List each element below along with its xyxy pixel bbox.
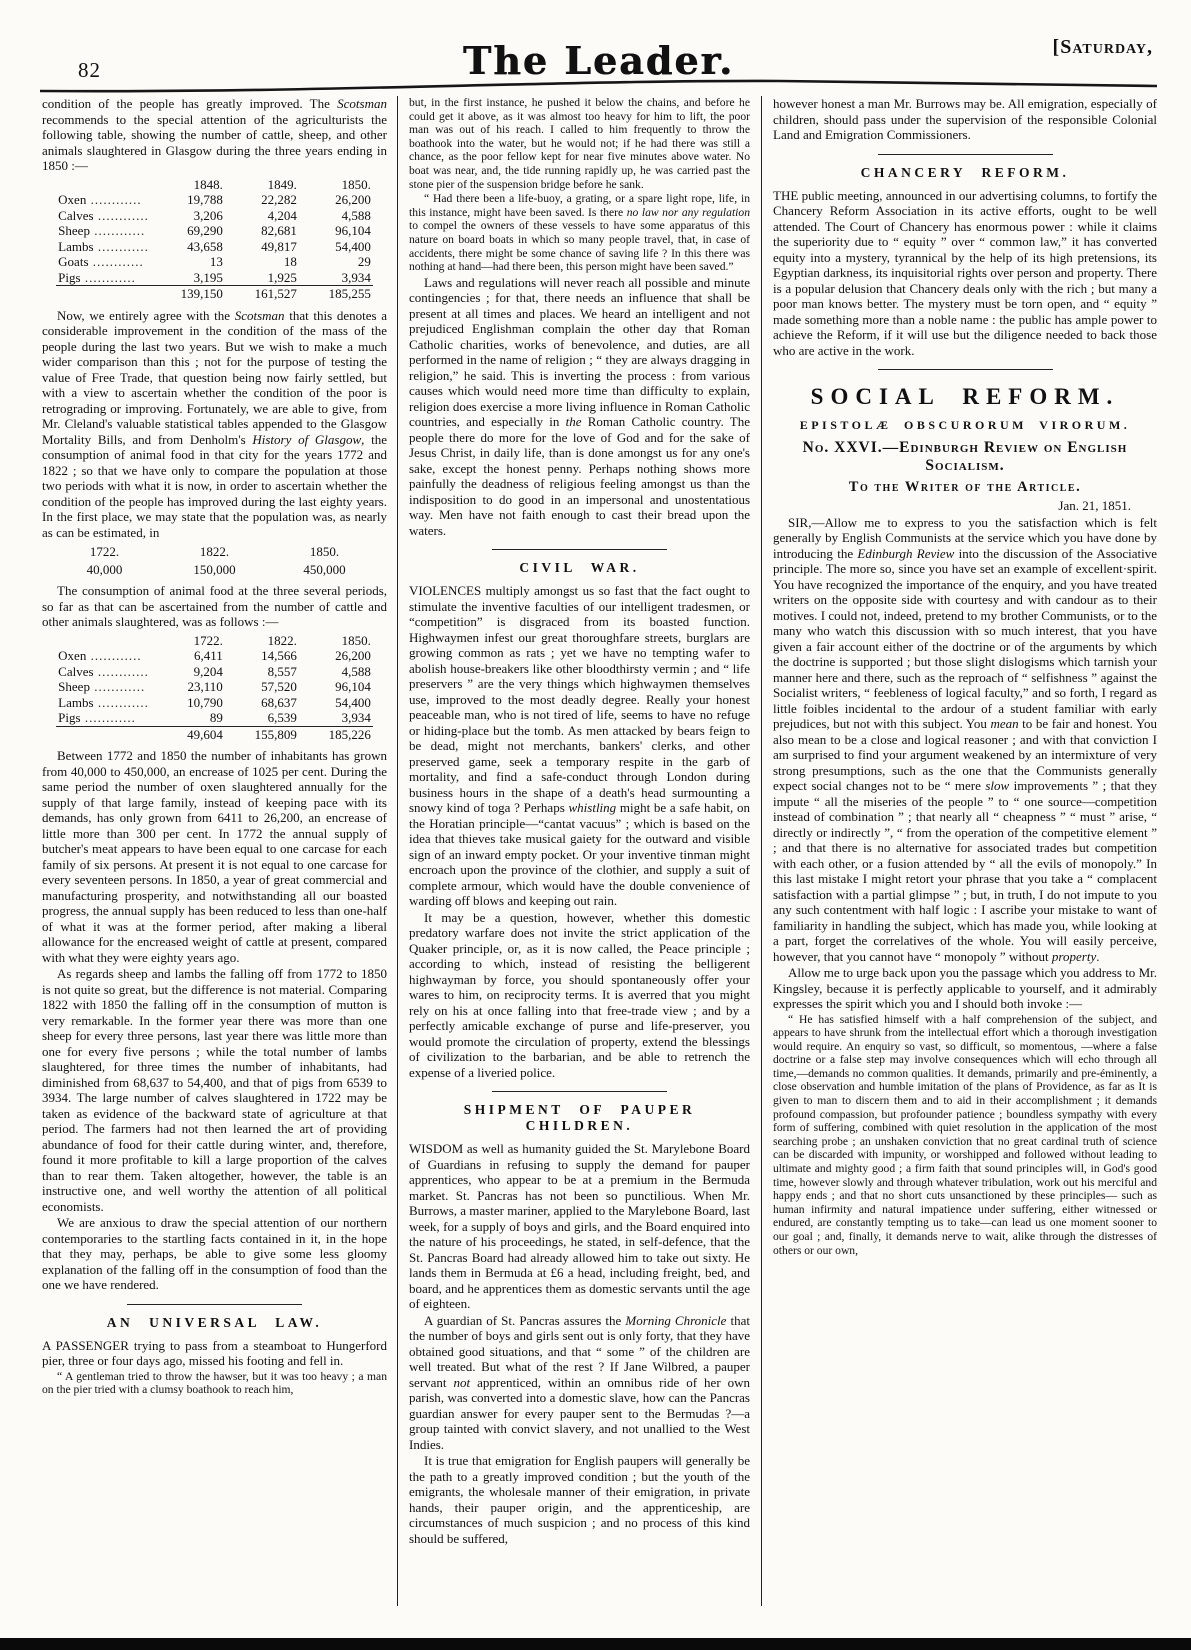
section-heading: CHANCERY REFORM. — [860, 164, 1070, 180]
section-heading: SHIPMENT OF PAUPER CHILDREN. — [463, 1102, 696, 1134]
paragraph: Allow me to urge back upon you the passage which you address to Mr. Kingsley, because it is perfectly applicable to yourself, and it admirably expresses the spirit which you and I should both invoke :— — [773, 965, 1157, 1011]
table-row: Pigs ..... 89 6,539 3,934 — [56, 710, 373, 726]
paragraph: “ A gentleman tried to throw the hawser, but it was too heavy ; a man on the pier tried with a clumsy boathook to reach him, — [42, 1369, 387, 1397]
masthead-title: The Leader. — [462, 38, 735, 83]
paragraph: As regards sheep and lambs the falling off from 1772 to 1850 is not quite so great, but the difference is not material. Comparing 1822 with 1850 the falling off in the consumption of mutton is very remarkable. In the former year there was more than one sheep for every three persons, last year there was little more than one for every five persons ; while the total number of lambs slaughtered, for three times the number of inhabitants, had diminished from 68,637 to 54,400, and that of pigs from 6539 to 3934. The large number of calves slaughtered in 1722 may be taken as evidence of the backward state of agriculture at that period. The farmers had not then learned the art of providing abundance of food for their cattle during winter, and, therefore, found it more profitable to kill a large proportion of the calves than to rear them. Taken altogether, however, the table is an instructive one, and well worthy the attention of all political economists. — [42, 966, 387, 1214]
paragraph: VIOLENCES multiply amongst us so fast that the fact ought to stimulate the inventive faculties of our intelligent tradesmen, or “competition” is disgraced from its boasted function. Highwaymen infest our great thoroughfare streets, burglars are growing common as rats ; yet we have no tempting wafer to abolish house-breakers like other bloodthirsty vermin ; and “ life preservers ” are the very things which highwaymen themselves use, improved to the most deadly degree. Really your honest peaceable man, who is not tired of life, seems to have no refuge or hiding-place but the tomb. As men attacked by bears feign to be dead, might not merchants, bankers' clerks, and other preserved game, seek a temporary respite in the garb of mortality, and find a safe-conduct through London during business hours in the shape of a death's head surmounting a snowy kind of toga ? Perhaps whistling might be a safe habit, on the Horatian principle—“cantat vacuus” ; which is based on the idea that thieves take musical gaiety for the outward and visible sign of an inward empty pocket. Or your inventive tinman might encroach upon the province of the clothier, and supply a suit of complete armour, which would have the double convenience of warding off blows and keeping out rain. — [409, 583, 750, 909]
table-row: Lambs ..... 43,658 49,817 54,400 — [56, 239, 373, 255]
column-center — [397, 96, 761, 1606]
paragraph: “ He has satisfied himself with a half comprehension of the subject, and appears to have shrunk from the intellectual effort which a thorough investigation would require. An enquiry so vast, so difficult, so momentous, —where a false doctrine or a false step may involve consequences which will echo through all time,—demands no common qualities. It demands, primarily and pre-éminently, a close observation and humble imitation of the plans of Providence, as far as It is given to man to discern them and to aid in their accomplishment ; it demands profound compassion, but profounder patience ; boundless sympathy with every form of suffering, combined with quiet resolution in the application of the most searching probe ; an unshaken conviction that no great cardinal truth of science can be discarded with impunity, or worshipped and followed without leading to ultimate and mighty good ; a firm faith that sound principles will, in God's good time, however slowly and through whatever tribulation, work out his merciful and happy ends ; and that no short cuts unsanctioned by these principles— such as human infirmity and natural impatience under suffering, either witnessed or endured, are constantly tempting us to take—can lead us one moment sooner to our goal ; and, finally, it demands nerve to wait, alike through the distresses of others or our own, — [773, 1012, 1157, 1257]
date-marker: [Saturday, — [1052, 36, 1153, 58]
statistics-table: 1722. 1822. 1850. Oxen ..... 6,411 14,566 26,200 Calves ..... 9,204 8,557 4,588 Sheep ..... 23,110 57,520 96,104 Lambs ..... 10,790 68,637 54,400 Pigs ..... 89 6,539 3,934 49,604 155,809 185,226 — [56, 633, 373, 743]
section-divider — [492, 549, 667, 550]
column-layout — [42, 96, 1157, 1606]
paragraph: but, in the first instance, he pushed it below the chains, and before he could get it above, as it was almost too heavy for him to lift, the poor man was out of his reach. I called to him frequently to throw the boathook into the water, but he would not; if he had there was still a chance, as the poor fellow kept for near five minutes above water. No boat was near, and, the tide running rapidly up, he was carried past the stone pier of the suspension bridge before he sank. — [409, 96, 750, 191]
section-divider — [492, 1091, 667, 1092]
paragraph: It is true that emigration for English paupers will generally be the path to a greatly improved condition ; but the youth of the emigrants, the wholesale manner of their emigration, in private hands, their pauper origin, and the apprenticeship, are circumstances of much suspicion ; and no process of this kind should be suffered, — [409, 1453, 750, 1546]
table-total-row: 49,604 155,809 185,226 — [56, 726, 373, 742]
paragraph: A guardian of St. Pancras assures the Morning Chronicle that the number of boys and girls sent out is only forty, that they have obtained good situations, and that “ some ” of the children are well treated. But what of the rest ? If Jane Wilbred, a pauper servant not apprenticed, within an omnibus ride of her own parish, was converted into a domestic slave, how can the Pancras guardian answer for every pauper sent to the Bermudas ?—a group tainted with convict slavery, and not unallied to the West Indies. — [409, 1312, 751, 1452]
table-row: Oxen ..... 19,788 22,282 26,200 — [56, 192, 373, 208]
dateline: Jan. 21, 1851. — [1058, 498, 1131, 513]
paragraph: A PASSENGER trying to pass from a steamboat to Hungerford pier, three or four days ago, missed his footing and fell in. — [42, 1337, 387, 1368]
section-heading: EPISTOLÆ OBSCURORUM VIRORUM. — [799, 418, 1131, 432]
paragraph: The consumption of animal food at the three several periods, so far as that can be ascertained from the number of cattle and other animals slaughtered, was as follows :— — [42, 583, 387, 629]
table-row: Sheep ..... 69,290 82,681 96,104 — [56, 223, 373, 239]
table-row: Calves ..... 9,204 8,557 4,588 — [56, 664, 373, 680]
table-row: Oxen ..... 6,411 14,566 26,200 — [56, 648, 373, 664]
section-heading: CIVIL WAR. — [519, 560, 640, 576]
page-number: 82 — [78, 58, 101, 82]
paragraph: Between 1772 and 1850 the number of inhabitants has grown from 40,000 to 450,000, an encrease of 1025 per cent. During the same period the number of oxen slaughtered annually for the supply of that large family, instead of keeping pace with its demands, has only grown from 6411 to 26,200, an encrease of little more than 300 per cent. In 1772 the annual supply of butcher's meat appears to have been equal to one carcase for each family of six persons. At present it is not equal to one carcase for every seventeen persons. In 1850, a year of great commercial and manufacturing prosperity, and notwithstanding all our boasted progress, the annual supply has been reduced to less than one-half of what it was at the former period, after making a liberal allowance for the encreased weight of cattle at present, compared with what they were eighty years ago. — [42, 748, 387, 965]
column-left — [42, 96, 397, 1606]
section-heading: No. XXVI.—Edinburgh Review on English Socialism. — [802, 439, 1128, 474]
paragraph: however honest a man Mr. Burrows may be. All emigration, especially of children, should pass under the supervision of the responsible Colonial Land and Emigration Commissioners. — [773, 96, 1157, 142]
section-divider — [878, 154, 1053, 155]
section-divider — [878, 369, 1053, 370]
table-total-row: 139,150 161,527 185,255 — [56, 286, 373, 302]
scan-edge — [0, 1638, 1191, 1650]
paragraph: condition of the people has greatly improved. The Scotsman recommends to the special attention of the agriculturists the following table, showing the number of cattle, sheep, and other animals slaughtered in Glasgow during the three years ending in 1850 :— — [42, 96, 387, 173]
table-row: Sheep ..... 23,110 57,520 96,104 — [56, 679, 373, 695]
paragraph: “ Had there been a life-buoy, a grating, or a spare light rope, life, in this instance, might have been saved. Is there no law nor any regulation to compel the owners of these vessels to have some apparatus of this nature on board boats in which so many people travel, that, in case of accidents, there might be some chance of saving life ? In this there was nothing at hand—had there been, this person might have been saved.” — [409, 192, 750, 274]
table-row: Pigs ..... 3,195 1,925 3,934 — [56, 270, 373, 286]
statistics-table: 1848. 1849. 1850. Oxen ..... 19,788 22,282 26,200 Calves ..... 3,206 4,204 4,588 Sheep ..... 69,290 82,681 96,104 Lambs ..... 43,658 49,817 54,400 Goats ..... 13 18 29 Pigs ..... 3,195 1,925 3,934 139,150 161,527 185,255 — [56, 177, 373, 302]
paragraph: It may be a question, however, whether this domestic predatory warfare does not invite the strict application of the Quaker principle, or, as it is now called, the Peace principle ; according to which, instead of resisting the belligerent highwayman by force, you should spontaneously offer your wares to him, on reciprocity terms. It is averred that you might rely on his at once falling into that free-trade view ; and by a perfectly amicable exchange of purse and life-preserver, you would promote the circulation of property, extend the blessings of civilization to the barbarian, and be able to retrench the expense of a liveried police. — [409, 909, 750, 1080]
section-heading: To the Writer of the Article. — [848, 479, 1082, 495]
section-heading: SOCIAL REFORM. — [810, 384, 1120, 409]
paragraph: THE public meeting, announced in our advertising columns, to fortify the Chancery Reform Association in its active efforts, ought to be well attended. The Court of Chancery has enormous power : while it claims the superiority due to “ equity ” over “ common law,” it has converted equity into a mystery, tyrannical by the help of its high pretensions, its Egyptian darkness, its inquisitorial rights over person and property. There is a popular delusion that Chancery deals only with the rich ; but many a poor man knows better. The mystery must be torn open, and “ equity ” made something more than a noble name : the public has ample power to achieve the Reform, if it will use but the diligence needed to back those who are active in the work. — [773, 187, 1157, 358]
table-row: Calves ..... 3,206 4,204 4,588 — [56, 208, 373, 224]
table-row: Goats ..... 13 18 29 — [56, 254, 373, 270]
section-divider — [127, 1304, 302, 1305]
paragraph: Laws and regulations will never reach all possible and minute contingencies ; for that, there needs an influence that shall be present at all times and places. We heard an intelligent and not prejudiced Englishman complain the other day that Roman Catholic charities, works of benevolence, and duties, are all performed in the name of religion ; “ they are always dragging in religion,” he said. This is inverting the process : from various causes which would need more time than difficulty to explain, religion does exercise a more living influence in Roman Catholic countries, and especially in the Roman Catholic country. The people there do more for the love of God and for the sake of Jesus Christ, in daily life, than is done amongst us for any one's sake, except the honest penny. Perhaps nothing shows more painfully the deadness of religious feeling amongst us than the indisposition to do good in an impersonal and unostentatious way. Men have not faith enough to cast their bread upon the waters. — [409, 274, 750, 538]
column-right — [761, 96, 1157, 1606]
paragraph: WISDOM as well as humanity guided the St. Marylebone Board of Guardians in refusing to supply the demand for pauper apprentices, who appear to be at a premium in the Bermuda market. St. Pancras has not been so punctilious. When Mr. Burrows, a master mariner, applied to the Marylebone Board, last week, for a supply of boys and girls, and the Board enquired into the nature of his proceedings, he stated, in self-defence, that the St. Pancras Board had already allowed him to take out sixty. He lands them in Bermuda at £6 a head, including freight, bed, and board, and he apprentices them as domestic servants until the age of eighteen. — [409, 1141, 750, 1312]
paragraph: We are anxious to draw the special attention of our northern contemporaries to the startling facts contained in it, in the hope that they may, perhaps, be able to give some less gloomy explanation of the falling off in the consumption of food than the one we have rendered. — [42, 1215, 387, 1292]
paragraph: SIR,—Allow me to express to you the satisfaction which is felt generally by English Communists at the service which you have done by introducing the Edinburgh Review into the discussion of the Associative principle. The more so, since you have set an example of excellent·spirit. You have recognized the importance of the enquiry, and you have treated writers on the opposite side with courtesy and with candour as to their motives. I could not, indeed, pretend to my brother Communists, or to the many who watch this discussion with so much interest, that you have given a fair account either of the doctrine or of the arguments by which the doctrine is supported ; but those slight dislogisms which tarnish your manner here and there, such as the reproach of “ selfishness ” against the Socialist writers, “ feebleness of logical faculty,” and so forth, I regard as little foibles incidental to the ardour of a student familiar with early prejudices, but not with this subject. You mean to be fair and honest. You also mean to be a close and logical reasoner ; and with that conviction I am surprised to find your argument weakened by an intermixture of very strong presumptions, such as the one that the Communists generally expect social changes not to be “ mere slow improvements ” ; that they impute “ all the miseries of the people ” to “ one source—competition instead of combination ” ; that nearly all “ cheapness ” “ must ” arise, “ directly or indirectly ”, “ from the operation of the competitive element ” ; and that there is no alternative for associated trades but competition with each other, or a fusion attended by “ all the evils of monopoly.” In this last mistake I might retort your phrase that you take a “ complacent satisfaction with a partial glimpse ” ; but, in truth, I do not impute to you any such contentment with half logic : I ascribe your mistake to want of familiarity in handling the subject, which has made you, while looking at a part, forget the correlatives of the whole. You will easily perceive, however, that you cannot have “ monopoly ” without property. — [773, 514, 1157, 964]
paragraph: Now, we entirely agree with the Scotsman that this denotes a considerable improvement in the condition of the mass of the people during the last two years. But we wish to make a much wider comparison than this ; not for the purpose of testing the value of Free Trade, that question being now fairly settled, but with a view to ascertain whether the condition of the poor is retrograding or improving. Fortunately, we are able to give, from Mr. Cleland's valuable statistical tables appended to the Glasgow Mortality Bills, and from Denholm's History of Glasgow, the consumption of animal food in that city for the years 1772 and 1822 ; so that we have only to compare the population at those two periods with what it is now, in order to ascertain whether the condition of the people has improved during the last eighty years. In the first place, we may state that the population was, as nearly as can be estimated, in — [42, 307, 388, 540]
section-heading: AN UNIVERSAL LAW. — [106, 1314, 323, 1330]
header-rule — [40, 78, 1157, 94]
table-row: Lambs ..... 10,790 68,637 54,400 — [56, 695, 373, 711]
population-table: 1722. 1822. 1850. 40,000 150,000 450,000 — [86, 544, 346, 577]
